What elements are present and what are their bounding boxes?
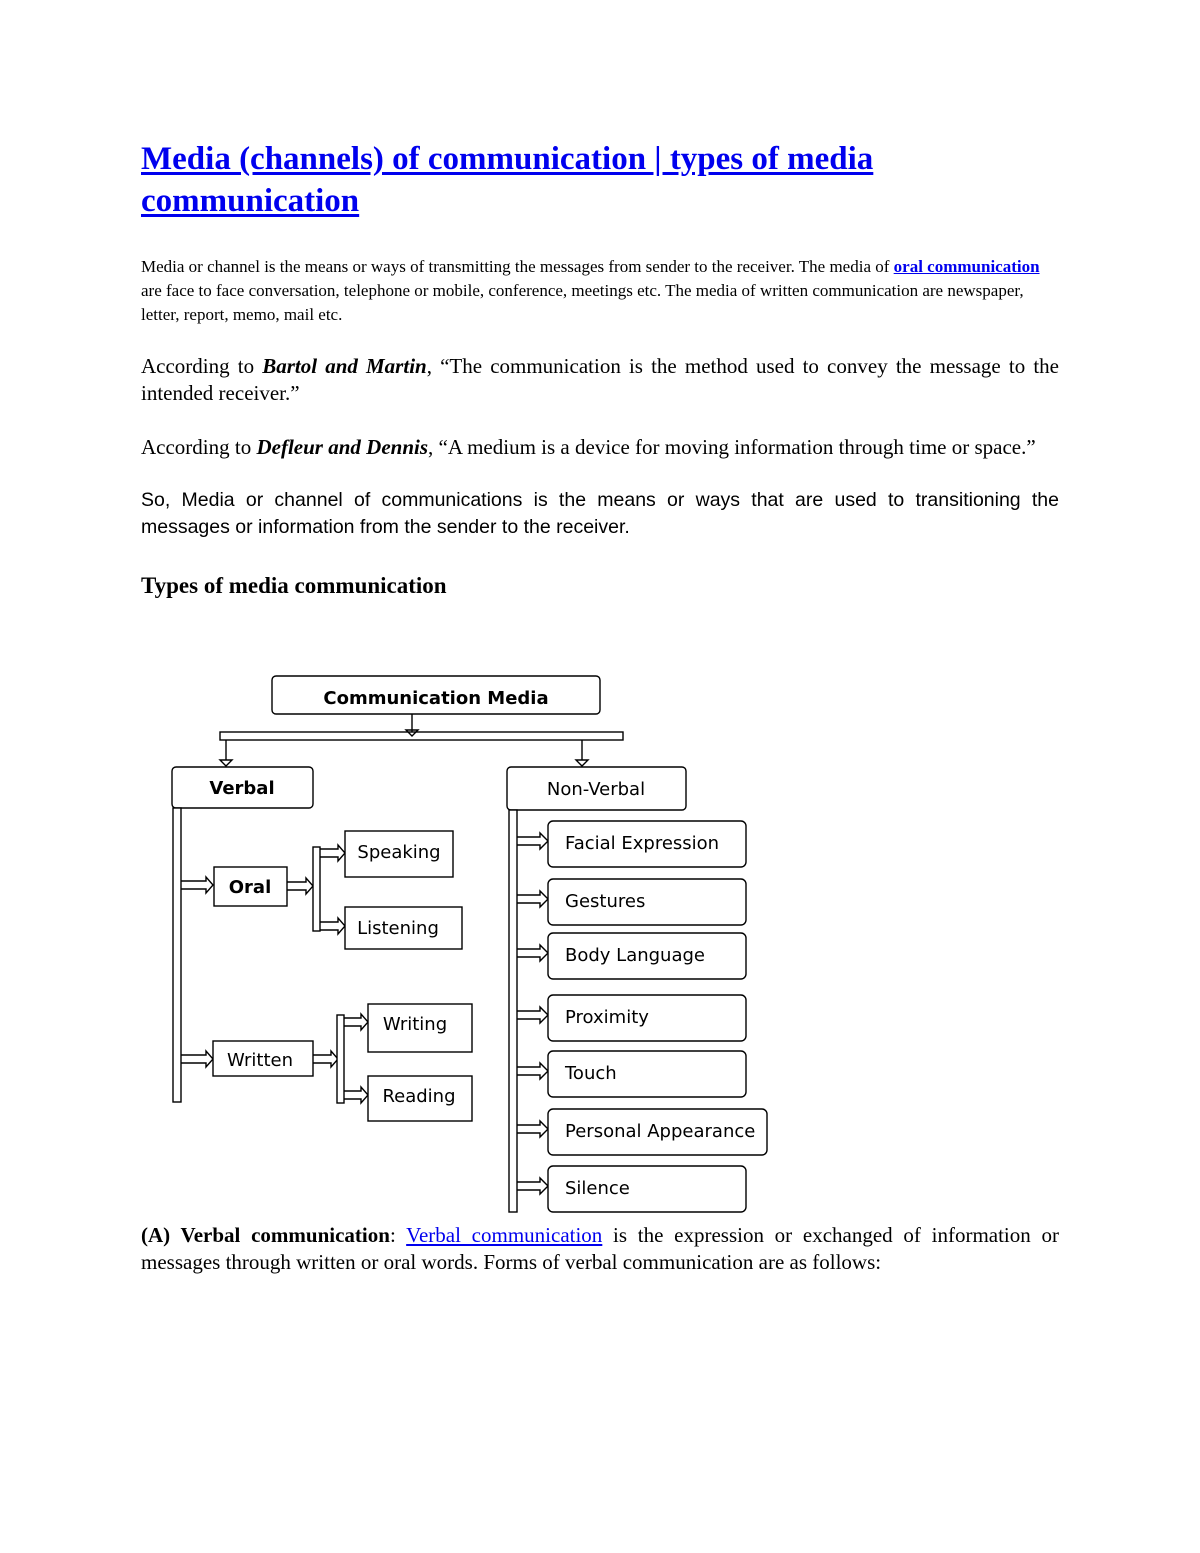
written-out-arrow — [313, 1051, 338, 1067]
label-gestures: Gestures — [565, 891, 646, 912]
verbal-communication-link[interactable]: Verbal communication — [406, 1223, 603, 1247]
listening-label: Listening — [357, 918, 439, 939]
nonverbal-arrow-down — [576, 760, 588, 766]
verbal-spine — [173, 808, 181, 1102]
label-personal-appearance: Personal Appearance — [565, 1121, 756, 1142]
speaking-label: Speaking — [357, 842, 441, 863]
root-label: Communication Media — [323, 688, 549, 709]
verbal-text: is the expression or exchanged of information or messages through written or oral words. Forms of verbal communication are as follows: — [141, 1223, 1059, 1274]
label-silence: Silence — [565, 1178, 630, 1199]
arrow-silence — [517, 1178, 548, 1194]
oral-communication-link[interactable]: oral communication — [893, 257, 1040, 276]
label-proximity: Proximity — [565, 1007, 649, 1028]
label-facial-expression: Facial Expression — [565, 833, 720, 854]
nonverbal-items — [517, 821, 767, 1212]
oral-label: Oral — [228, 877, 272, 898]
writing-label: Writing — [382, 1014, 448, 1035]
arrow-proximity — [517, 1007, 548, 1023]
quote2-prefix: According to — [141, 435, 257, 459]
verbal-heading: (A) Verbal communication — [141, 1223, 390, 1247]
verbal-paragraph — [141, 1222, 1059, 1276]
written-arrow — [181, 1051, 213, 1067]
quote1-prefix: According to — [141, 354, 263, 378]
verbal-arrow-down — [220, 760, 232, 766]
listening-arrow — [320, 918, 345, 934]
reading-label: Reading — [382, 1086, 456, 1107]
verbal-section — [141, 1222, 1059, 1276]
reading-arrow — [344, 1087, 368, 1103]
arrow-body-language — [517, 945, 548, 961]
written-label: Written — [227, 1050, 293, 1071]
summary-paragraph: So, Media or channel of communications is the means or ways that are used to transitioning the messages or information from the sender to the receiver. — [141, 489, 1059, 538]
arrow-facial-expression — [517, 833, 548, 849]
label-touch: Touch — [565, 1063, 617, 1084]
intro-text-before: Media or channel is the means or ways of transmitting the messages from sender to the receiver. The media of — [141, 257, 894, 276]
section-heading: Types of media communication — [141, 573, 447, 598]
intro-text-after: are face to face conversation, telephone or mobile, conference, meetings etc. The media of written communication are newspaper, letter, report, memo, mail etc. — [141, 281, 1024, 324]
oral-out-arrow — [287, 878, 313, 894]
oral-spine — [313, 847, 320, 931]
arrow-touch — [517, 1063, 548, 1079]
quote1-authors: Bartol and Martin — [262, 354, 427, 378]
arrow-gestures — [517, 891, 548, 907]
nonverbal-spine — [509, 810, 517, 1212]
article-title[interactable]: Media (channels) of communication | types of media communication — [141, 141, 874, 219]
verbal-label: Verbal — [209, 778, 275, 799]
nonverbal-label: Non-Verbal — [546, 779, 646, 800]
writing-arrow — [344, 1014, 368, 1030]
quote2-authors: Defleur and Dennis — [256, 435, 429, 459]
verbal-colon: : — [389, 1223, 407, 1247]
quote1-text: , “The communication is the method used to convey the message to the intended receiver.” — [141, 354, 1059, 405]
oral-arrow — [181, 877, 213, 893]
speaking-arrow — [320, 845, 345, 861]
quote2-text: , “A medium is a device for moving information through time or space.” — [428, 435, 1036, 459]
branch-bar — [220, 732, 623, 740]
written-spine — [337, 1015, 344, 1103]
arrow-personal-appearance — [517, 1121, 548, 1137]
label-body-language: Body Language — [565, 945, 705, 966]
